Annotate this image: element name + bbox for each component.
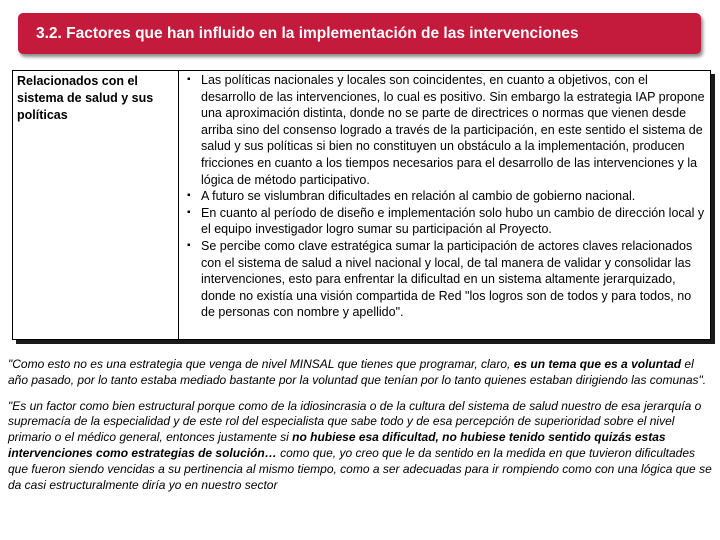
bullet-icon: ▪: [187, 190, 191, 202]
factors-cell: [179, 71, 710, 339]
list-item: [185, 238, 706, 321]
list-item: [185, 205, 706, 238]
list-item: [185, 72, 706, 188]
list-item-text: A futuro se vislumbran dificultades en relación al cambio de gobierno nacional.: [201, 189, 636, 204]
list-item: [185, 188, 706, 205]
bullet-icon: ▪: [187, 206, 191, 218]
list-item-text: Se percibe como clave estratégica sumar la participación de actores claves relacionados con el sistema de salud a nivel nacional y local, de tal manera de validar y consolidar las intervenciones, esto para enfrentar la dificultad en un sistema altamente jerarquizado, donde no existía una visión compartida de Red "los logros son de todos y para todos, no de personas con nombre y apellido".: [201, 238, 693, 320]
quote-1-text-b: el año pasado, por lo tanto estaba mediado bastante por la voluntad que tenían por lo tanto quienes estaban dirigiendo las comunas".: [8, 357, 707, 387]
factors-list: [185, 72, 706, 321]
list-item-text: En cuanto al período de diseño e implementación solo hubo un cambio de dirección local y el equipo investigador logro sumar su participación al Proyecto.: [201, 205, 705, 237]
slide-title-bar: [18, 13, 701, 54]
category-label: Relacionados con el sistema de salud y sus políticas: [13, 71, 179, 339]
quote-paragraph-2: [8, 399, 712, 494]
slide-title: 3.2. Factores que han influido en la implementación de las intervenciones: [36, 24, 579, 42]
bullet-icon: ▪: [187, 74, 191, 85]
quote-1-emphasis: es un tema que es a voluntad: [513, 357, 682, 371]
quote-2-emphasis: no hubiese esa dificultad, no hubiese tenido sentido quizás estas intervenciones como estrategias de solución…: [8, 430, 666, 460]
quotes-section: [8, 357, 712, 503]
quote-2-text-a: "Es un factor como bien estructural porque como de la idiosincrasia o de la cultura del sistema de salud nuestro de esa jerarquía o supremacía de la especialidad y de este rol del especialista que sabe todo y de esa percepción de superioridad sobre el nivel primario o el médico general, entonces justamente si: [8, 398, 702, 445]
factors-table: [12, 70, 711, 340]
quote-paragraph-1: [8, 357, 712, 389]
quote-1-text-a: "Como esto no es una estrategia que venga de nivel MINSAL que tienes que programar, claro,: [8, 357, 514, 371]
list-item-text: Las políticas nacionales y locales son coincidentes, en cuanto a objetivos, con el desarrollo de las intervenciones, lo cual es positivo. Sin embargo la estrategia IAP propone una aproximación distinta, donde no se parte de directrices o normas que vienen desde arriba sino del consenso logrado a través de la participación, en este sentido el sistema de salud y sus políticas si bien no constituyen un obstáculo a la implementación, producen fricciones en cuanto a los tiempos necesarios para el desarrollo de las intervenciones y la lógica de método participativo.: [201, 73, 705, 187]
quote-2-text-b: como que, yo creo que le da sentido en la medida en que tuvieron dificultades que fueron siendo vencidas a su pertinencia al mismo tiempo, como a ser adecuadas para ir rompiendo como con una lógica que se da casi estructuralmente diría yo en nuestro sector: [8, 445, 712, 492]
bullet-icon: ▪: [187, 239, 191, 251]
